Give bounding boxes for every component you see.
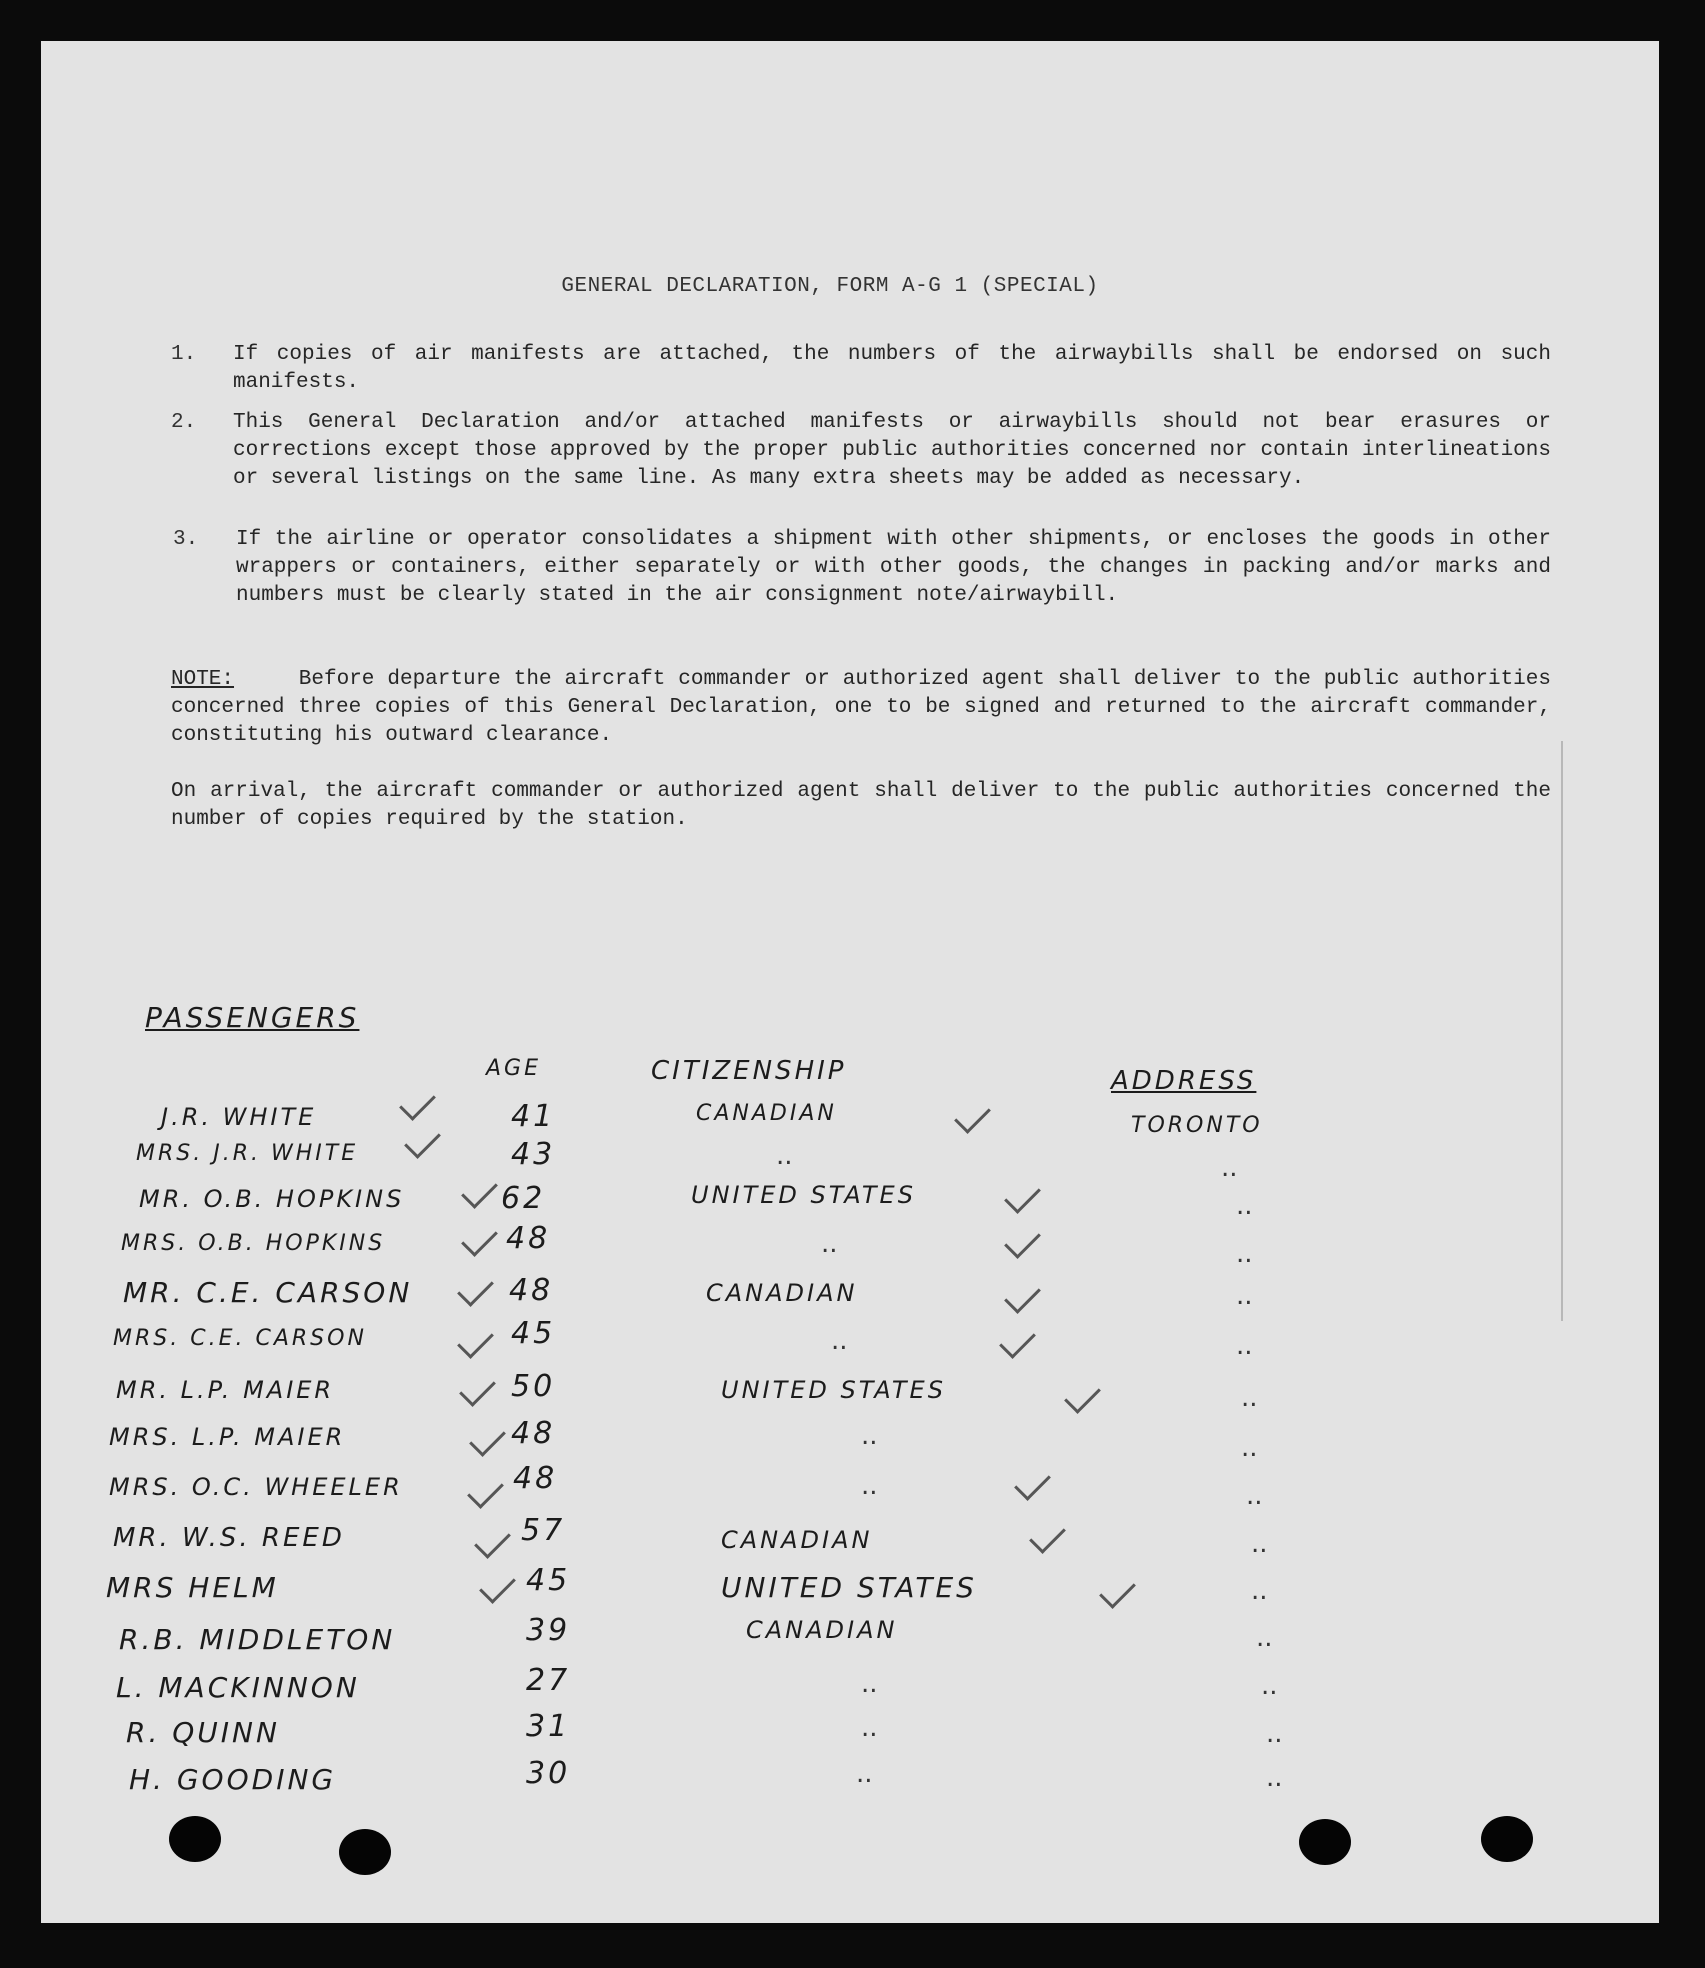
passenger-age: 50 [511,1369,556,1404]
passenger-name: MRS HELM [106,1571,279,1604]
passenger-age: 62 [501,1181,546,1216]
punch-hole [1299,1819,1351,1865]
note-label: NOTE: [171,668,235,691]
passenger-name: MRS. C.E. CARSON [113,1326,367,1351]
check-mark-icon [954,1097,991,1134]
passenger-age: 48 [506,1221,551,1256]
item-number: 3. [173,528,199,551]
form-title: GENERAL DECLARATION, FORM A-G 1 (SPECIAL) [561,275,1099,298]
check-mark-icon [1099,1572,1136,1609]
age-header: AGE [486,1056,541,1081]
passenger-name: MR. O.B. HOPKINS [139,1185,405,1213]
passenger-age: 45 [526,1563,571,1598]
check-mark-icon [1004,1177,1041,1214]
passengers-heading: PASSENGERS [145,1001,360,1034]
passenger-address: .. [1221,1153,1238,1183]
passenger-address: .. [1266,1719,1283,1749]
passenger-address: .. [1236,1281,1253,1311]
passenger-name: MRS. J.R. WHITE [136,1141,359,1166]
check-mark-icon [457,1322,494,1359]
passenger-citizenship: .. [861,1669,878,1699]
passenger-age: 45 [511,1316,556,1351]
check-mark-icon [1064,1377,1101,1414]
passenger-name: R. QUINN [126,1716,280,1749]
passenger-age: 39 [526,1613,571,1648]
passenger-age: 48 [513,1461,558,1496]
passenger-age: 57 [521,1513,566,1548]
passenger-address: .. [1251,1576,1268,1606]
passenger-citizenship: .. [861,1421,878,1451]
citizenship-header: CITIZENSHIP [651,1056,847,1086]
passenger-name: H. GOODING [129,1763,337,1796]
passenger-age: 27 [526,1663,571,1698]
passenger-address: .. [1236,1331,1253,1361]
note-paragraph [171,666,1551,750]
passenger-name: J.R. WHITE [161,1103,317,1131]
item-text: If the airline or operator consolidates a shipment with other shipments, or encloses the goods in other wrappers or containers, either separately or with other goods, the changes in packing and/or marks and numbers must be clearly stated in the air consignment note/airwaybill. [236,528,1551,607]
check-mark-icon [479,1567,516,1604]
passenger-citizenship: .. [861,1471,878,1501]
punch-hole [169,1816,221,1862]
check-mark-icon [999,1322,1036,1359]
passenger-name: MR. L.P. MAIER [116,1376,335,1404]
passenger-age: 31 [526,1709,571,1744]
item-text: This General Declaration and/or attached manifests or airwaybills should not bear erasures or corrections except those approved by the proper public authorities concerned nor contain interlineations or several listings on the same line. As many extra sheets may be added as necessary. [233,411,1551,490]
passenger-address: .. [1251,1529,1268,1559]
check-mark-icon [1014,1464,1051,1501]
passenger-citizenship: .. [856,1759,873,1789]
passenger-address: .. [1236,1239,1253,1269]
check-mark-icon [459,1370,496,1407]
passenger-citizenship: .. [831,1326,848,1356]
check-mark-icon [1004,1222,1041,1259]
check-mark-icon [474,1522,511,1559]
address-header: ADDRESS [1111,1066,1257,1096]
passenger-address: .. [1256,1623,1273,1653]
check-mark-icon [461,1220,498,1257]
check-mark-icon [461,1172,498,1209]
check-mark-icon [399,1084,436,1121]
item-number: 2. [171,411,197,434]
passenger-age: 48 [511,1416,556,1451]
passenger-citizenship: UNITED STATES [721,1376,946,1404]
passenger-name: R.B. MIDDLETON [119,1623,396,1656]
passenger-name: MRS. O.B. HOPKINS [121,1231,386,1256]
document-page [41,41,1659,1923]
passenger-address: .. [1261,1671,1278,1701]
check-mark-icon [467,1472,504,1509]
passenger-age: 48 [509,1273,554,1308]
note-text: Before departure the aircraft commander or authorized agent shall deliver to the public authorities concerned three copies of this General Declaration, one to be signed and returned to the aircraft commander, constituting his outward clearance. [171,668,1551,747]
check-mark-icon [457,1270,494,1307]
passenger-address: .. [1246,1481,1263,1511]
check-mark-icon [469,1420,506,1457]
passenger-name: MR. W.S. REED [113,1523,345,1553]
check-mark-icon [1004,1277,1041,1314]
passenger-citizenship: .. [861,1713,878,1743]
passenger-citizenship: .. [776,1141,793,1171]
item-text: If copies of air manifests are attached, the numbers of the airwaybills shall be endorsed on such manifests. [233,343,1551,394]
check-mark-icon [1029,1517,1066,1554]
check-mark-icon [404,1122,441,1159]
item-number: 1. [171,343,197,366]
punch-hole [339,1829,391,1875]
passenger-age: 30 [526,1756,571,1791]
passenger-name: L. MACKINNON [116,1671,360,1704]
passenger-citizenship: UNITED STATES [721,1571,977,1604]
passenger-citizenship: CANADIAN [746,1616,898,1644]
passenger-age: 41 [511,1099,556,1134]
punch-hole [1481,1816,1533,1862]
passenger-address: .. [1266,1763,1283,1793]
passenger-citizenship: .. [821,1229,838,1259]
passenger-name: MRS. L.P. MAIER [109,1423,346,1451]
passenger-name: MRS. O.C. WHEELER [109,1473,403,1501]
passenger-name: MR. C.E. CARSON [123,1276,413,1309]
passenger-address: TORONTO [1131,1113,1263,1138]
passenger-age: 43 [511,1137,556,1172]
passenger-citizenship: CANADIAN [696,1101,837,1126]
passenger-address: .. [1236,1191,1253,1221]
margin-line [1561,741,1563,1321]
passenger-citizenship: CANADIAN [721,1526,873,1554]
passenger-citizenship: UNITED STATES [691,1181,916,1209]
arrival-paragraph: On arrival, the aircraft commander or authorized agent shall deliver to the public authorities concerned the number of copies required by the station. [171,780,1551,831]
passenger-address: .. [1241,1433,1258,1463]
passenger-citizenship: CANADIAN [706,1279,858,1307]
passenger-address: .. [1241,1383,1258,1413]
